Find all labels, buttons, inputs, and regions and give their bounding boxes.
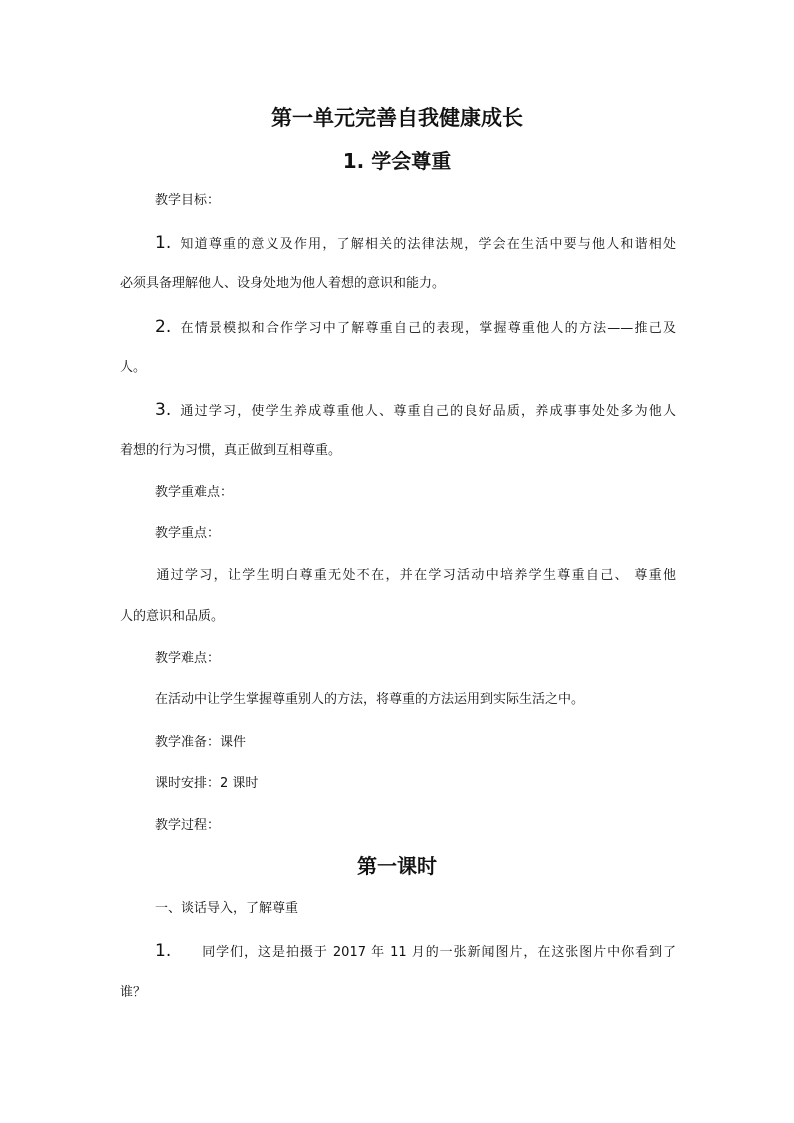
objective-3-text: 通过学习，使学生养成尊重他人、尊重自己的良好品质，养成事事处处多为他人 xyxy=(179,404,676,419)
key-difficult-label: 教学重难点： xyxy=(155,485,234,500)
lesson-title: 1. 学会尊重 xyxy=(342,149,452,173)
difficult-points-text: 在活动中让学生掌握尊重别人的方法，将尊重的方法运用到实际生活之中。 xyxy=(155,692,585,707)
objective-3-number: 3. xyxy=(155,400,172,420)
key-points-line-2: 人的意识和品质。 xyxy=(120,609,225,624)
question-1-line-2: 谁？ xyxy=(120,985,147,1000)
question-1-text: 同学们，这是拍摄于 2017 年 11 月的一张新闻图片，在这张图片中你看到了 xyxy=(201,945,676,960)
objective-1-line-2: 必须具备理解他人、设身处地为他人着想的意识和能力。 xyxy=(120,276,446,291)
objective-2-line-1 xyxy=(120,317,676,339)
objective-3-line-1 xyxy=(120,400,676,422)
question-1-line-1 xyxy=(120,941,676,963)
process-label: 教学过程： xyxy=(155,818,221,833)
objective-1-number: 1. xyxy=(155,233,172,253)
question-1-number: 1. xyxy=(155,941,172,961)
key-points-text: 通过学习，让学生明白尊重无处不在，并在学习活动中培养学生尊重自己、 尊重他 xyxy=(155,568,676,583)
key-points-line-1 xyxy=(120,566,676,586)
objective-3-line-2: 着想的行为习惯，真正做到互相尊重。 xyxy=(120,443,342,458)
objective-2-line-2: 人。 xyxy=(120,360,147,375)
objective-2-number: 2. xyxy=(155,317,172,337)
difficult-points-label: 教学难点： xyxy=(155,651,221,666)
objectives-label: 教学目标： xyxy=(155,193,221,208)
section-1-heading: 一、谈话导入，了解尊重 xyxy=(155,901,299,916)
unit-title: 第一单元完善自我健康成长 xyxy=(271,106,523,130)
objective-1-line-1 xyxy=(120,233,676,255)
class-schedule: 课时安排：2 课时 xyxy=(155,776,259,791)
teaching-prep: 教学准备：课件 xyxy=(155,735,247,750)
period-title: 第一课时 xyxy=(357,854,437,878)
objective-1-text: 知道尊重的意义及作用，了解相关的法律法规，学会在生活中要与他人和谐相处 xyxy=(179,237,676,252)
key-points-label: 教学重点： xyxy=(155,526,221,541)
objective-2-text: 在情景模拟和合作学习中了解尊重自己的表现，掌握尊重他人的方法——推己及 xyxy=(179,321,676,336)
